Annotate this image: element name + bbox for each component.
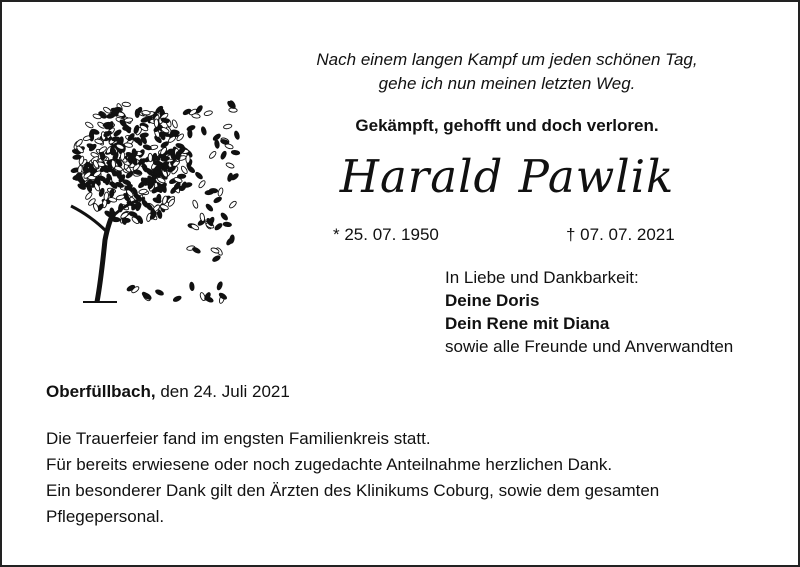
place-date-line bbox=[46, 382, 290, 402]
mourner-rene: Dein Rene mit Diana bbox=[445, 314, 610, 333]
mourners-others: sowie alle Freunde und Anverwandten bbox=[445, 337, 734, 356]
motto: Gekämpft, gehofft und doch verloren. bbox=[355, 116, 659, 135]
windblown-tree-icon bbox=[57, 80, 247, 310]
notice-date: den 24. Juli 2021 bbox=[160, 382, 290, 401]
birth-date: * 25. 07. 1950 bbox=[333, 225, 439, 244]
note-line: Die Trauerfeier fand im engsten Familienkreis statt. bbox=[46, 429, 431, 448]
note-line: Ein besonderer Dank gilt den Ärzten des Klinikums Coburg, sowie dem gesamten Pflegepersonal. bbox=[46, 481, 660, 526]
mourners-intro: In Liebe und Dankbarkeit: bbox=[445, 268, 639, 287]
death-date: † 07. 07. 2021 bbox=[566, 225, 675, 244]
place-name: Oberfüllbach, bbox=[46, 382, 156, 401]
mourner-doris: Deine Doris bbox=[445, 291, 540, 310]
deceased-name: Harald Pawlik bbox=[339, 150, 675, 203]
quote-line-1: Nach einem langen Kampf um jeden schönen Tag, bbox=[316, 50, 698, 69]
note-line: Für bereits erwiesene oder noch zugedachte Anteilnahme herzlichen Dank. bbox=[46, 455, 613, 474]
closing-notes bbox=[46, 426, 746, 530]
quote-line-2: gehe ich nun meinen letzten Weg. bbox=[378, 74, 636, 93]
opening-quote bbox=[282, 48, 732, 96]
mourners-block bbox=[445, 266, 733, 358]
